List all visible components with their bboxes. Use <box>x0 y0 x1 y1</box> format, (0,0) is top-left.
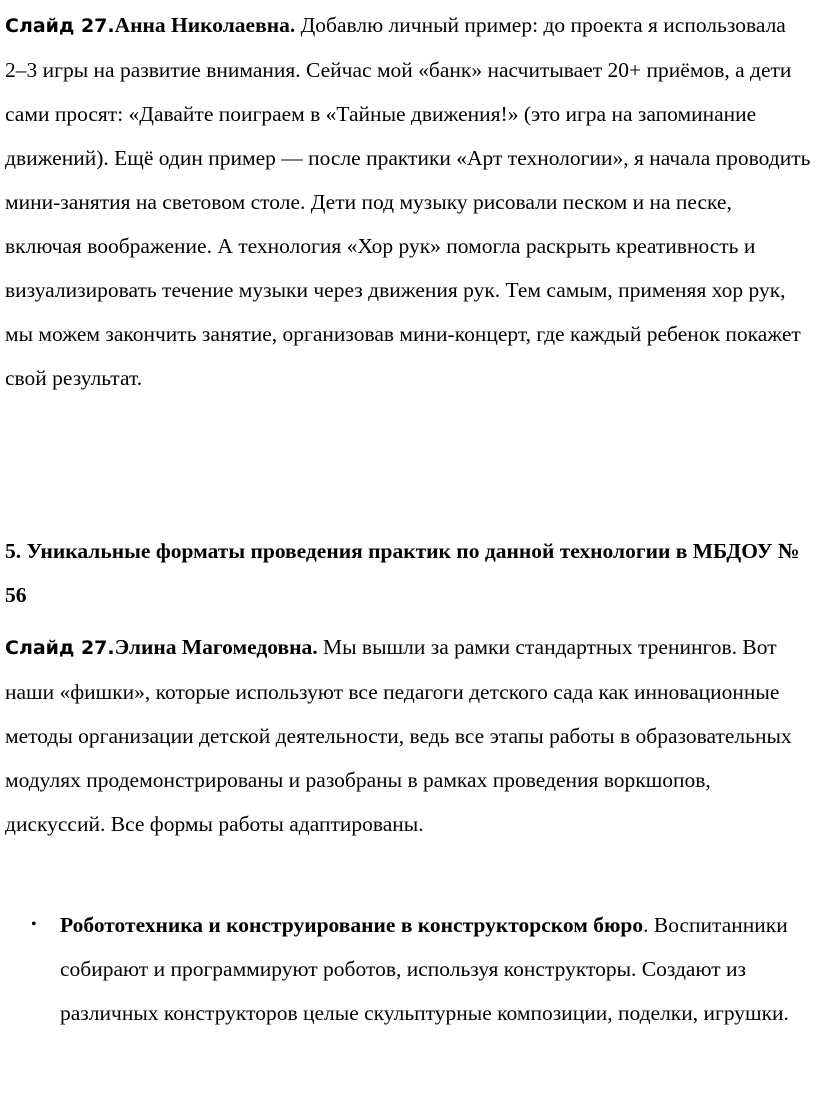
slide-label: Слайд 27. <box>5 637 115 659</box>
speaker-name: Анна Николаевна. <box>114 13 296 37</box>
bullet-text: . Воспитанники собирают и программируют роботов, используя конструкторы. Создают из различных конструкторов целые скульптурные композиции, поделки, игрушки. <box>60 913 789 1025</box>
bullet-icon: • <box>31 916 37 933</box>
list-item <box>5 903 811 1035</box>
section-heading: 5. Уникальные форматы проведения практик по данной технологии в МБДОУ № 56 <box>5 539 800 607</box>
paragraph-text: Мы вышли за рамки стандартных тренингов. Вот наши «фишки», которые используют все педагоги детского сада как инновационные методы организации детской деятельности, ведь все этапы работы в образовательных модулях продемонстрированы и разобраны в рамках проведения воркшопов, дискуссий. Все формы работы адаптированы. <box>5 635 792 836</box>
speaker-name: Элина Магомедовна. <box>114 635 318 659</box>
bullet-list <box>5 903 811 1035</box>
paragraph-elina <box>5 625 811 846</box>
bullet-title: Робототехника и конструирование в конструкторском бюро <box>60 913 644 937</box>
slide-label: Слайд 27. <box>5 15 115 37</box>
paragraph-text: Добавлю личный пример: до проекта я использовала 2–3 игры на развитие внимания. Сейчас мой «банк» насчитывает 20+ приёмов, а дети сами просят: «Давайте поиграем в «Тайные движения!» (это игра на запоминание движений). Ещё один пример — после практики «Арт технологии», я начала проводить мини-занятия на световом столе. Дети под музыку рисовали песком и на песке, включая воображение. А технология «Хор рук» помогла раскрыть креативность и визуализировать течение музыки через движения рук. Тем самым, применяя хор рук, мы можем закончить занятие, организовав мини-концерт, где каждый ребенок покажет свой результат. <box>5 13 811 390</box>
paragraph-anna <box>5 3 811 400</box>
